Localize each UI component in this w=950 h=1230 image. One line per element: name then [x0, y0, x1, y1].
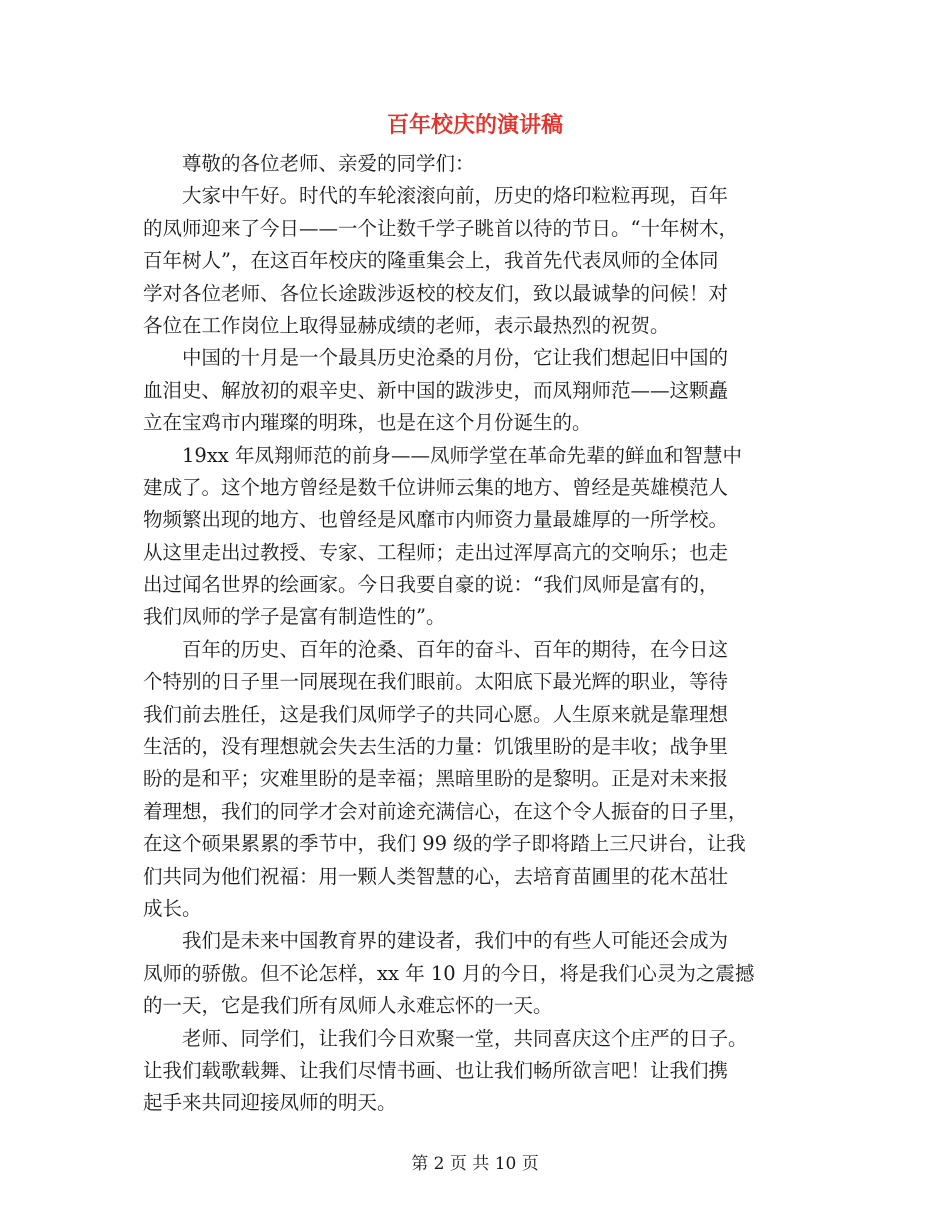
text-line: 从这里走出过教授、专家、工程师；走出过浑厚高亢的交响乐；也走: [143, 540, 729, 564]
text-line: 盼的是和平；灾难里盼的是幸福；黑暗里盼的是黎明。正是对未来报: [143, 767, 729, 791]
text-line: 成长。: [143, 896, 202, 920]
text-line: 在这个硕果累累的季节中，我们 99 级的学子即将踏上三尺讲台，让我: [143, 832, 746, 856]
text-line: 让我们载歌载舞、让我们尽情书画、也让我们畅所欲言吧！让我们携: [143, 1058, 729, 1082]
text-line: 各位在工作岗位上取得显赫成绩的老师，表示最热烈的祝贺。: [143, 313, 670, 337]
text-line: 百年树人”，在这百年校庆的隆重集会上，我首先代表凤师的全体同: [143, 249, 719, 273]
document-title: 百年校庆的演讲稿: [386, 112, 563, 138]
page-number-footer: 第 2 页 共 10 页: [411, 1154, 539, 1174]
text-line: 学对各位老师、各位长途跋涉返校的校友们，致以最诚挚的问候！对: [143, 281, 729, 305]
text-line: 凤师的骄傲。但不论怎样，xx 年 10 月的今日，将是我们心灵为之震撼: [143, 961, 755, 985]
text-line: 立在宝鸡市内璀璨的明珠，也是在这个月份诞生的。: [143, 411, 592, 435]
text-line: 19xx 年凤翔师范的前身——凤师学堂在革命先辈的鲜血和智慧中: [143, 443, 743, 467]
text-line: 我们凤师的学子是富有制造性的”。: [143, 605, 446, 629]
text-line: 建成了。这个地方曾经是数千位讲师云集的地方、曾经是英雄模范人: [143, 475, 729, 499]
text-line: 我们是未来中国教育界的建设者，我们中的有些人可能还会成为: [143, 929, 729, 953]
text-line: 生活的，没有理想就会失去生活的力量：饥饿里盼的是丰收；战争里: [143, 735, 729, 759]
text-line: 大家中午好。时代的车轮滚滚向前，历史的烙印粒粒再现，百年: [143, 184, 729, 208]
text-line: 血泪史、解放初的艰辛史、新中国的跋涉史，而凤翔师范——这颗矗: [143, 378, 729, 402]
text-line: 我们前去胜任，这是我们凤师学子的共同心愿。人生原来就是靠理想: [143, 702, 729, 726]
text-line: 中国的十月是一个最具历史沧桑的月份，它让我们想起旧中国的: [143, 346, 729, 370]
text-line: 起手来共同迎接凤师的明天。: [143, 1091, 397, 1115]
text-line: 个特别的日子里一同展现在我们眼前。太阳底下最光辉的职业，等待: [143, 670, 729, 694]
text-line: 尊敬的各位老师、亲爱的同学们：: [143, 152, 475, 175]
text-line: 百年的历史、百年的沧桑、百年的奋斗、百年的期待，在今日这: [143, 637, 729, 661]
text-line: 的一天，它是我们所有凤师人永难忘怀的一天。: [143, 994, 553, 1018]
text-line: 出过闻名世界的绘画家。今日我要自豪的说：“我们凤师是富有的，: [143, 573, 719, 597]
text-line: 着理想，我们的同学才会对前途充满信心，在这个令人振奋的日子里，: [143, 799, 748, 823]
document-body: [143, 148, 811, 1120]
text-line: 老师、同学们，让我们今日欢聚一堂，共同喜庆这个庄严的日子。: [143, 1026, 748, 1050]
text-line: 们共同为他们祝福：用一颗人类智慧的心，去培育苗圃里的花木茁壮: [143, 864, 729, 888]
text-line: 物频繁出现的地方、也曾经是风靡市内师资力量最雄厚的一所学校。: [143, 508, 729, 532]
text-line: 的凤师迎来了今日——一个让数千学子眺首以待的节日。“十年树木，: [143, 216, 738, 240]
